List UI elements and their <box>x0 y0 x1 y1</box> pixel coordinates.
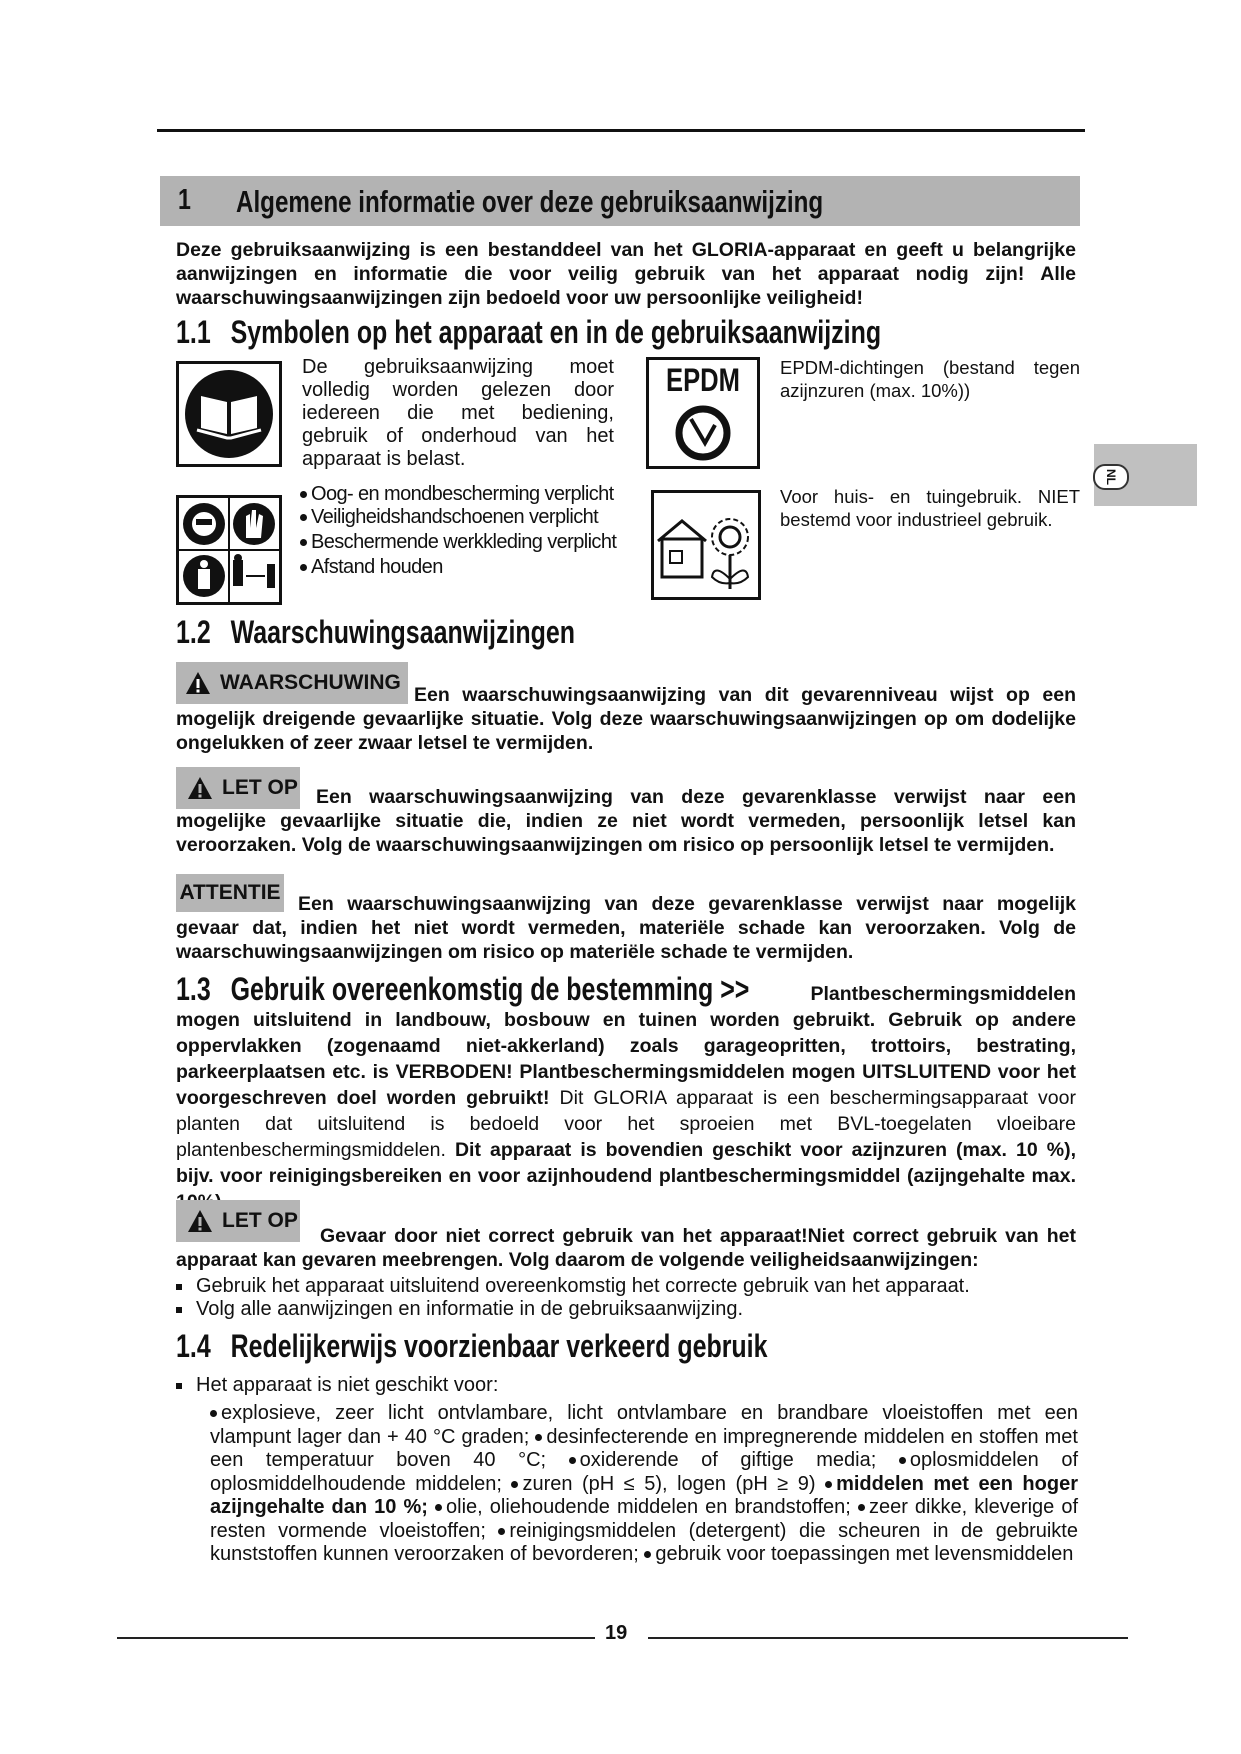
list-item: Volg alle aanwijzingen en informatie in de gebruiksaanwijzing. <box>176 1298 1076 1321</box>
section-number: 1 <box>178 184 191 216</box>
usage-bullets <box>176 1275 1076 1321</box>
language-tab <box>1094 444 1197 506</box>
top-rule <box>157 129 1085 132</box>
section-number: 1.3 <box>176 971 211 1007</box>
ppe-item: Beschermende werkkleding verplicht <box>300 531 620 554</box>
read-manual-icon <box>176 361 282 467</box>
section-number: 1.1 <box>176 314 211 350</box>
manual-description: De gebruiksaanwijzing moet volledig worden gelezen door iedereen die met bediening, gebruik of onderhoud van het apparaat is belast. <box>302 356 614 470</box>
misuse-lead: Het apparaat is niet geschikt voor: <box>176 1374 1076 1397</box>
epdm-label: EPDM <box>666 362 740 398</box>
section-title: Symbolen op het apparaat en in de gebruiksaanwijzing <box>230 314 882 350</box>
attention-label: ATTENTIE <box>176 874 284 912</box>
caution-text-2: Gevaar door niet correct gebruik van het apparaat!Niet correct gebruik van het apparaat kan gevaren meebrengen. Volg daarom de volgende veiligheidsaanwijzingen: <box>176 1225 1076 1271</box>
caution-label-2: LET OP <box>176 1200 300 1242</box>
section-1-header <box>160 176 1080 226</box>
language-badge: NL <box>1093 464 1129 490</box>
section-1-4-heading <box>176 1328 934 1365</box>
misuse-list: explosieve, zeer licht ontvlambare, licht ontvlambare en brandbare vloeistoffen met een vlampunt lager dan + 40 °C graden; desinfecterende en impregnerende middelen en stoffen met een temperatuur boven 40 °C; oxiderende of giftige media; oplosmiddelen of oplosmiddelhoudende middelen; zuren (pH ≤ 5), logen (pH ≥ 9) middelen met een hoger azijngehalte dan 10 %; olie, oliehoudende middelen en brandstoffen; zeer dikke, kleverige of resten vormende vloeistoffen; reinigingsmiddelen (detergent) die scheuren in de gebruikte kunststoffen kunnen veroorzaken of bevorderen; gebruik voor toepassingen met levensmiddelen <box>210 1402 1079 1565</box>
ppe-list <box>300 483 620 579</box>
attention-text: Een waarschuwingsaanwijzing van deze gevarenklasse verwijst naar mogelijk gevaar dat, indien het niet wordt vermeden, materiële schade kan veroorzaken. Volg de waarschuwingsaanwijzingen om risico op materiële schade te vermijden. <box>176 893 1076 963</box>
home-use-description: Voor huis- en tuingebruik. NIET bestemd voor industrieel gebruik. <box>780 486 1080 530</box>
section-number: 1.2 <box>176 614 211 650</box>
caution-label: LET OP <box>176 767 300 809</box>
epdm-icon <box>646 357 760 469</box>
warning-text: Een waarschuwingsaanwijzing van dit gevarenniveau wijst op een mogelijk dreigende gevaarlijke situatie. Volg deze waarschuwingsaanwijzingen op om dodelijke ongelukken of zeer zwaar letsel te vermijden. <box>176 684 1076 754</box>
caution-text: Een waarschuwingsaanwijzing van deze gevarenklasse verwijst naar een mogelijke gevaarlijke situatie die, indien ze niet wordt vermeden, persoonlijk letsel kan veroorzaken. Volg de waarschuwingsaanwijzingen om risico op persoonlijk letsel te vermijden. <box>176 786 1076 856</box>
section-1-3-body: 1.3 Gebruik overeenkomstig de bestemming >> Plantbeschermingsmiddelen mogen uitsluitend in landbouw, bosbouw en tuinen worden gebruikt. Gebruik op andere oppervlakken (zogenaamd niet-akkerland) zoals garageopritten, trottoirs, bestrating, parkeerplaatsen etc. is VERBODEN! Plantbeschermingsmiddelen mogen UITSLUITEND voor het voorgeschreven doel worden gebruikt! Dit GLORIA apparaat is een beschermingsapparaat voor planten dat uitsluitend is bedoeld voor het sproeien met BVL-toegelaten vloeibare plantenbeschermingsmiddelen. Dit apparaat is bovendien geschikt voor azijnzuren (max. 10 %), bijv. voor reinigingsbereiken en voor azijnhoudend plantbeschermingsmiddel (azijngehalte max. <box>176 971 1076 1187</box>
ppe-item: Veiligheidshandschoenen verplicht <box>300 506 620 529</box>
section-title: Gebruik overeenkomstig de bestemming >> <box>230 971 750 1007</box>
warning-label: WAARSCHUWING <box>176 662 408 704</box>
section-title: Redelijkerwijs voorzienbaar verkeerd gebruik <box>230 1328 768 1364</box>
intro-paragraph: Deze gebruiksaanwijzing is een bestanddeel van het GLORIA-apparaat en geeft u belangrijke aanwijzingen en informatie die voor veilig gebruik van het apparaat nodig zijn! Alle waarschuwingsaanwijzingen zijn bedoeld voor uw persoonlijke veiligheid! <box>176 239 1076 309</box>
ppe-item: Afstand houden <box>300 556 620 579</box>
list-item: Gebruik het apparaat uitsluitend overeenkomstig het correcte gebruik van het apparaat. <box>176 1275 1076 1298</box>
footer-rule-right <box>648 1637 1128 1639</box>
section-title: Waarschuwingsaanwijzingen <box>230 614 576 650</box>
section-1-1-heading <box>176 314 1080 351</box>
section-title: Algemene informatie over deze gebruiksaanwijzing <box>236 184 824 219</box>
ppe-icons <box>176 495 282 605</box>
epdm-description: EPDM-dichtingen (bestand tegen azijnzuren (max. 10%)) <box>780 357 1080 401</box>
home-garden-icon <box>651 490 761 600</box>
section-1-2-heading <box>176 614 688 651</box>
ppe-item: Oog- en mondbescherming verplicht <box>300 483 620 506</box>
section-1-3-heading <box>176 971 750 1007</box>
footer-rule-left <box>117 1637 595 1639</box>
page-number: 19 <box>605 1622 628 1644</box>
section-number: 1.4 <box>176 1328 211 1364</box>
